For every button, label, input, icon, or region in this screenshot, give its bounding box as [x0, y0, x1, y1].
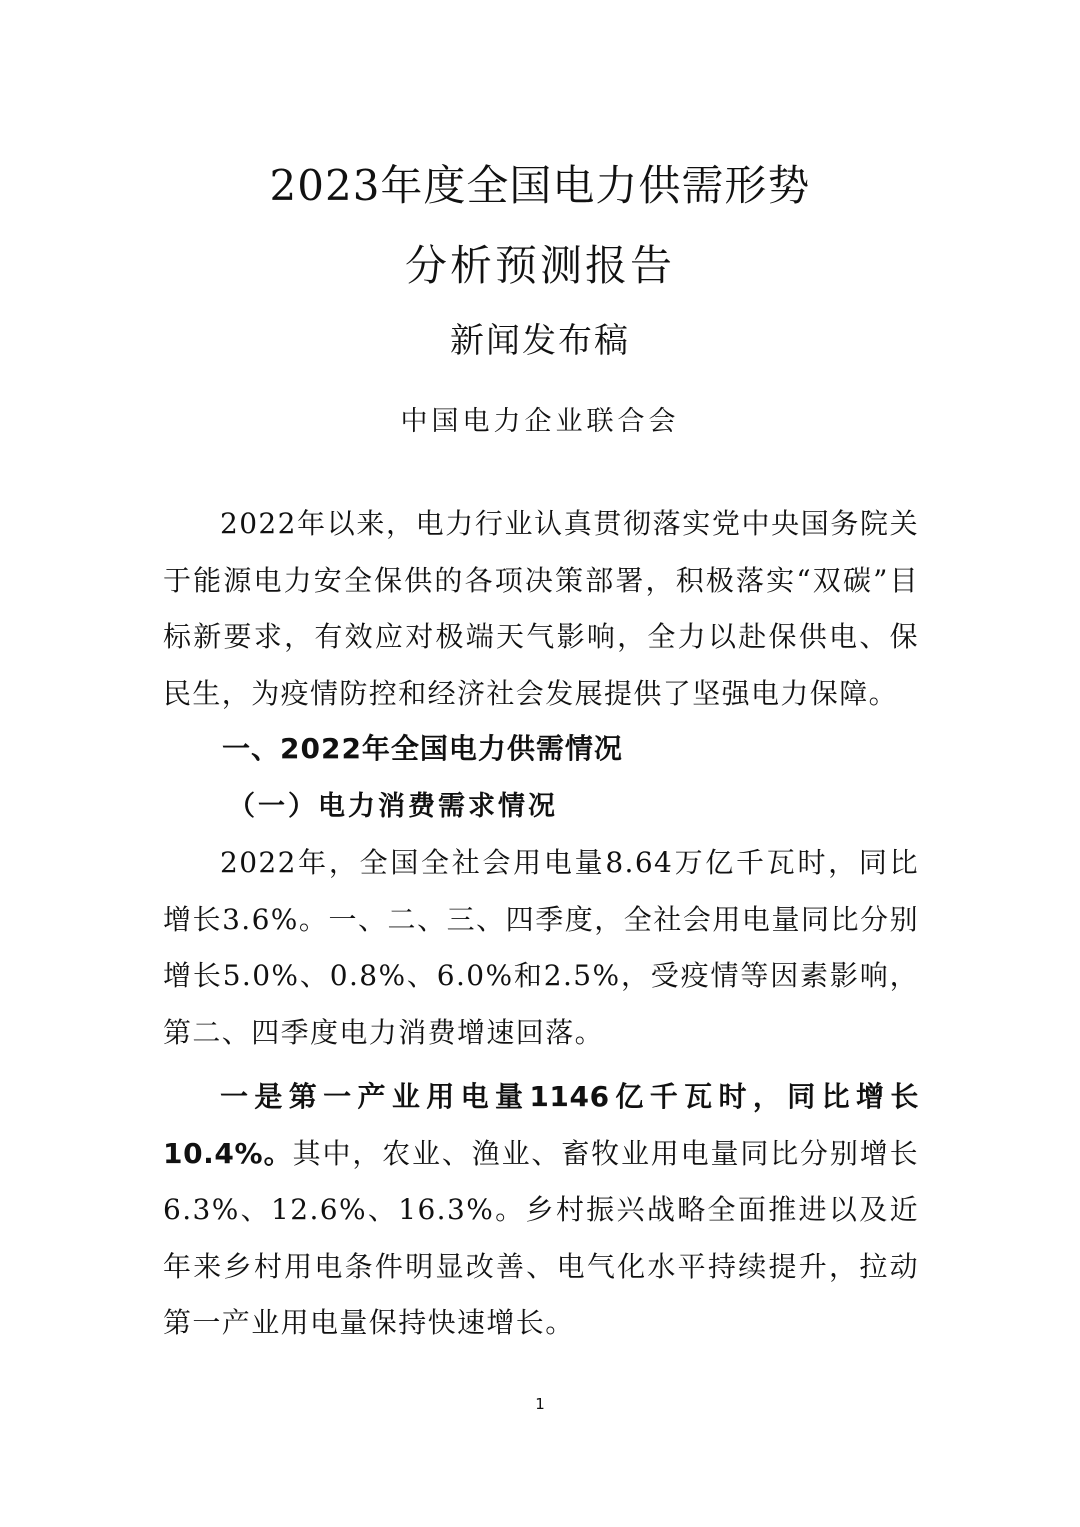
consumption-paragraph: 2022年，全国全社会用电量8.64万亿千瓦时，同比增长3.6%。一、二、三、四季度，全社会用电量同比分别增长5.0%、0.8%、6.0%和2.5%，受疫情等因素影响，第二、四季度电力消费增速回落。 [163, 846, 919, 1049]
title-line-1: 2023年度全国电力供需形势 [269, 161, 811, 210]
primary-industry-body: 其中，农业、渔业、畜牧业用电量同比分别增长6.3%、12.6%、16.3%。乡村振兴战略全面推进以及近年来乡村用电条件明显改善、电气化水平持续提升，拉动第一产业用电量保持快速增长。 [163, 1136, 919, 1339]
title-line-2: 分析预测报告 [404, 241, 675, 290]
primary-industry-lead: 一是第一产业用电量1146亿千瓦时，同比增长10.4%。 [163, 1080, 919, 1170]
intro-paragraph: 2022年以来，电力行业认真贯彻落实党中央国务院关于能源电力安全保供的各项决策部署，积极落实“双碳”目标新要求，有效应对极端天气影响，全力以赴保供电、保民生，为疫情防控和经济社会发展提供了坚强电力保障。 [163, 507, 919, 710]
primary-industry-paragraph [163, 1069, 919, 1352]
organization-name: 中国电力企业联合会 [400, 406, 680, 437]
subsection-1-heading: （一）电力消费需求情况 [228, 791, 558, 822]
subtitle: 新闻发布稿 [450, 321, 630, 361]
page-number: 1 [535, 1395, 545, 1413]
section-1-heading: 一、2022年全国电力供需情况 [222, 732, 623, 765]
